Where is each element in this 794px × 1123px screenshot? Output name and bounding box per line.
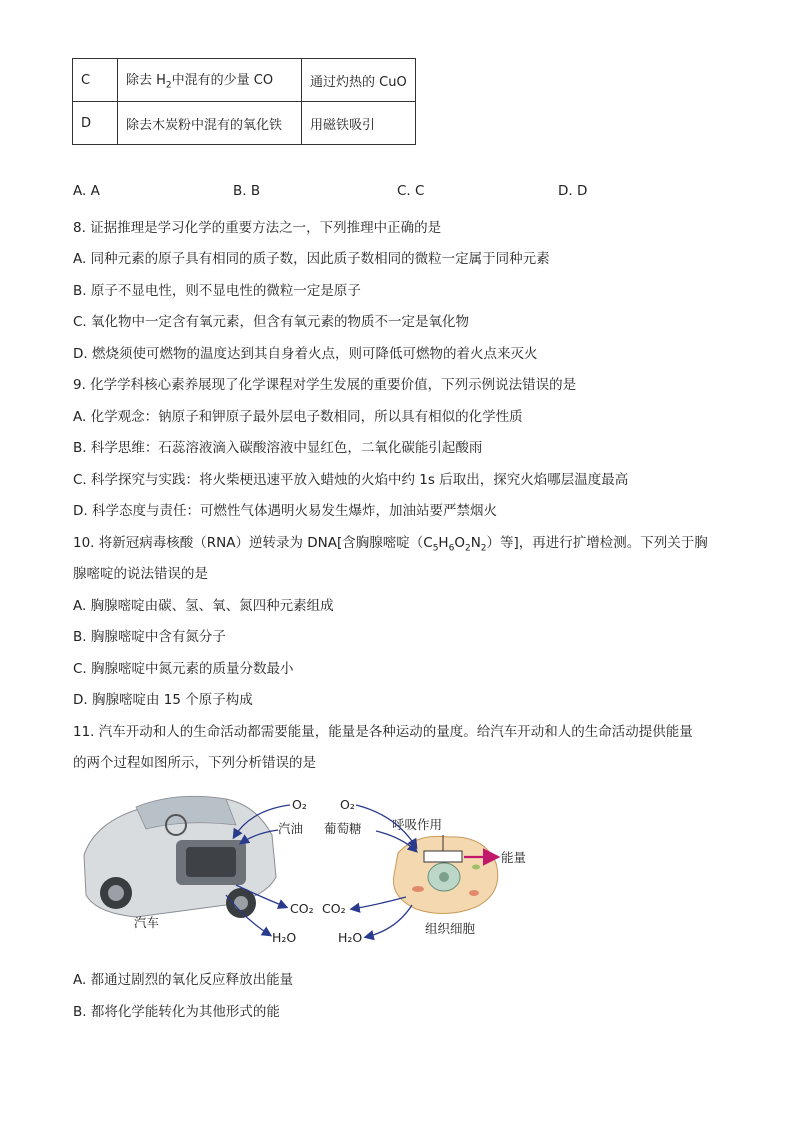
- h2o-label-car: H₂O: [272, 930, 297, 945]
- arrow-cell-co2: [352, 897, 406, 909]
- q8-option-c: C. 氧化物中一定含有氧元素，但含有氧元素的物质不一定是氧化物: [73, 314, 470, 330]
- task-cell: [118, 59, 302, 102]
- co2-label-cell: CO₂: [322, 901, 346, 916]
- q9-option-a: A. 化学观念：钠原子和钾原子最外层电子数相同，所以具有相似的化学性质: [73, 409, 523, 425]
- task-text: 中混有的少量 CO: [171, 73, 274, 89]
- energy-figure: [76, 785, 527, 950]
- q11-option-b: B. 都将化学能转化为其他形式的能: [73, 1004, 280, 1020]
- q9-option-d: D. 科学态度与责任：可燃性气体遇明火易发生爆炸，加油站要严禁烟火: [73, 503, 497, 519]
- h2o-label-cell: H₂O: [338, 930, 363, 945]
- q7-option-c: C. C: [397, 183, 425, 199]
- text: ）等]，再进行扩增检测。下列关于胸: [486, 535, 708, 551]
- q10-stem-line2: 腺嘧啶的说法错误的是: [73, 566, 208, 582]
- task-text: 除去木炭粉中混有的氧化铁: [126, 117, 283, 133]
- subscript: 5: [432, 543, 439, 554]
- text: 10. 将新冠病毒核酸（RNA）逆转录为 DNA[含胸腺嘧啶（C: [73, 535, 433, 551]
- row-label: C: [73, 59, 118, 102]
- q10-option-a: A. 胸腺嘧啶由碳、氢、氧、氮四种元素组成: [73, 598, 334, 614]
- table-row: [73, 59, 416, 102]
- options-table: [72, 58, 416, 145]
- o2-label-cell: O₂: [340, 797, 355, 812]
- q9-stem: 9. 化学学科核心素养展现了化学课程对学生发展的重要价值，下列示例说法错误的是: [73, 377, 577, 393]
- method-cell: 用磁铁吸引: [302, 102, 416, 145]
- cell-illustration: [393, 835, 497, 914]
- arrow-cell-h2o: [366, 905, 412, 937]
- row-label: D: [73, 102, 118, 145]
- q10-option-c: C. 胸腺嘧啶中氮元素的质量分数最小: [73, 661, 294, 677]
- q9-option-b: B. 科学思维：石蕊溶液滴入碳酸溶液中显红色，二氧化碳能引起酸雨: [73, 440, 483, 456]
- method-cell: 通过灼热的 CuO: [302, 59, 416, 102]
- task-cell: [118, 102, 302, 145]
- q8-option-d: D. 燃烧须使可燃物的温度达到其自身着火点，则可降低可燃物的着火点来灭火: [73, 346, 538, 362]
- text: O: [454, 535, 465, 551]
- subscript: 2: [464, 543, 471, 554]
- car-illustration: [84, 796, 276, 918]
- o2-label-car: O₂: [292, 797, 307, 812]
- subscript: 6: [448, 543, 455, 554]
- task-text: 除去 H: [126, 73, 166, 89]
- q10-option-d: D. 胸腺嘧啶由 15 个原子构成: [73, 692, 253, 708]
- q10-option-b: B. 胸腺嘧啶中含有氮分子: [73, 629, 226, 645]
- text: N: [470, 535, 481, 551]
- q11-stem-line1: 11. 汽车开动和人的生命活动都需要能量，能量是各种运动的量度。给汽车开动和人的生命活动提供能量: [73, 724, 693, 740]
- cell-label: 组织细胞: [425, 921, 476, 936]
- co2-label-car: CO₂: [290, 901, 314, 916]
- q9-option-c: C. 科学探究与实践：将火柴梗迅速平放入蜡烛的火焰中约 1s 后取出，探究火焰哪层温度最高: [73, 472, 629, 488]
- glucose-label: 葡萄糖: [324, 821, 362, 836]
- subscript: 2: [480, 543, 487, 554]
- car-label: 汽车: [134, 915, 160, 930]
- q8-stem: 8. 证据推理是学习化学的重要方法之一，下列推理中正确的是: [73, 220, 442, 236]
- gasoline-label: 汽油: [278, 821, 304, 836]
- q10-stem-line1: [73, 531, 708, 554]
- energy-label: 能量: [501, 850, 527, 865]
- q7-option-b: B. B: [233, 183, 261, 199]
- q8-option-a: A. 同种元素的原子具有相同的质子数，因此质子数相同的微粒一定属于同种元素: [73, 251, 550, 267]
- q7-option-a: A. A: [73, 183, 100, 199]
- table-row: [73, 102, 416, 145]
- text: H: [438, 535, 449, 551]
- q7-option-d: D. D: [558, 183, 588, 199]
- q8-option-b: B. 原子不显电性，则不显电性的微粒一定是原子: [73, 283, 361, 299]
- q11-stem-line2: 的两个过程如图所示，下列分析错误的是: [73, 755, 316, 771]
- respiration-label: 呼吸作用: [392, 817, 443, 832]
- q11-option-a: A. 都通过剧烈的氧化反应释放出能量: [73, 972, 294, 988]
- subscript: 2: [165, 80, 172, 91]
